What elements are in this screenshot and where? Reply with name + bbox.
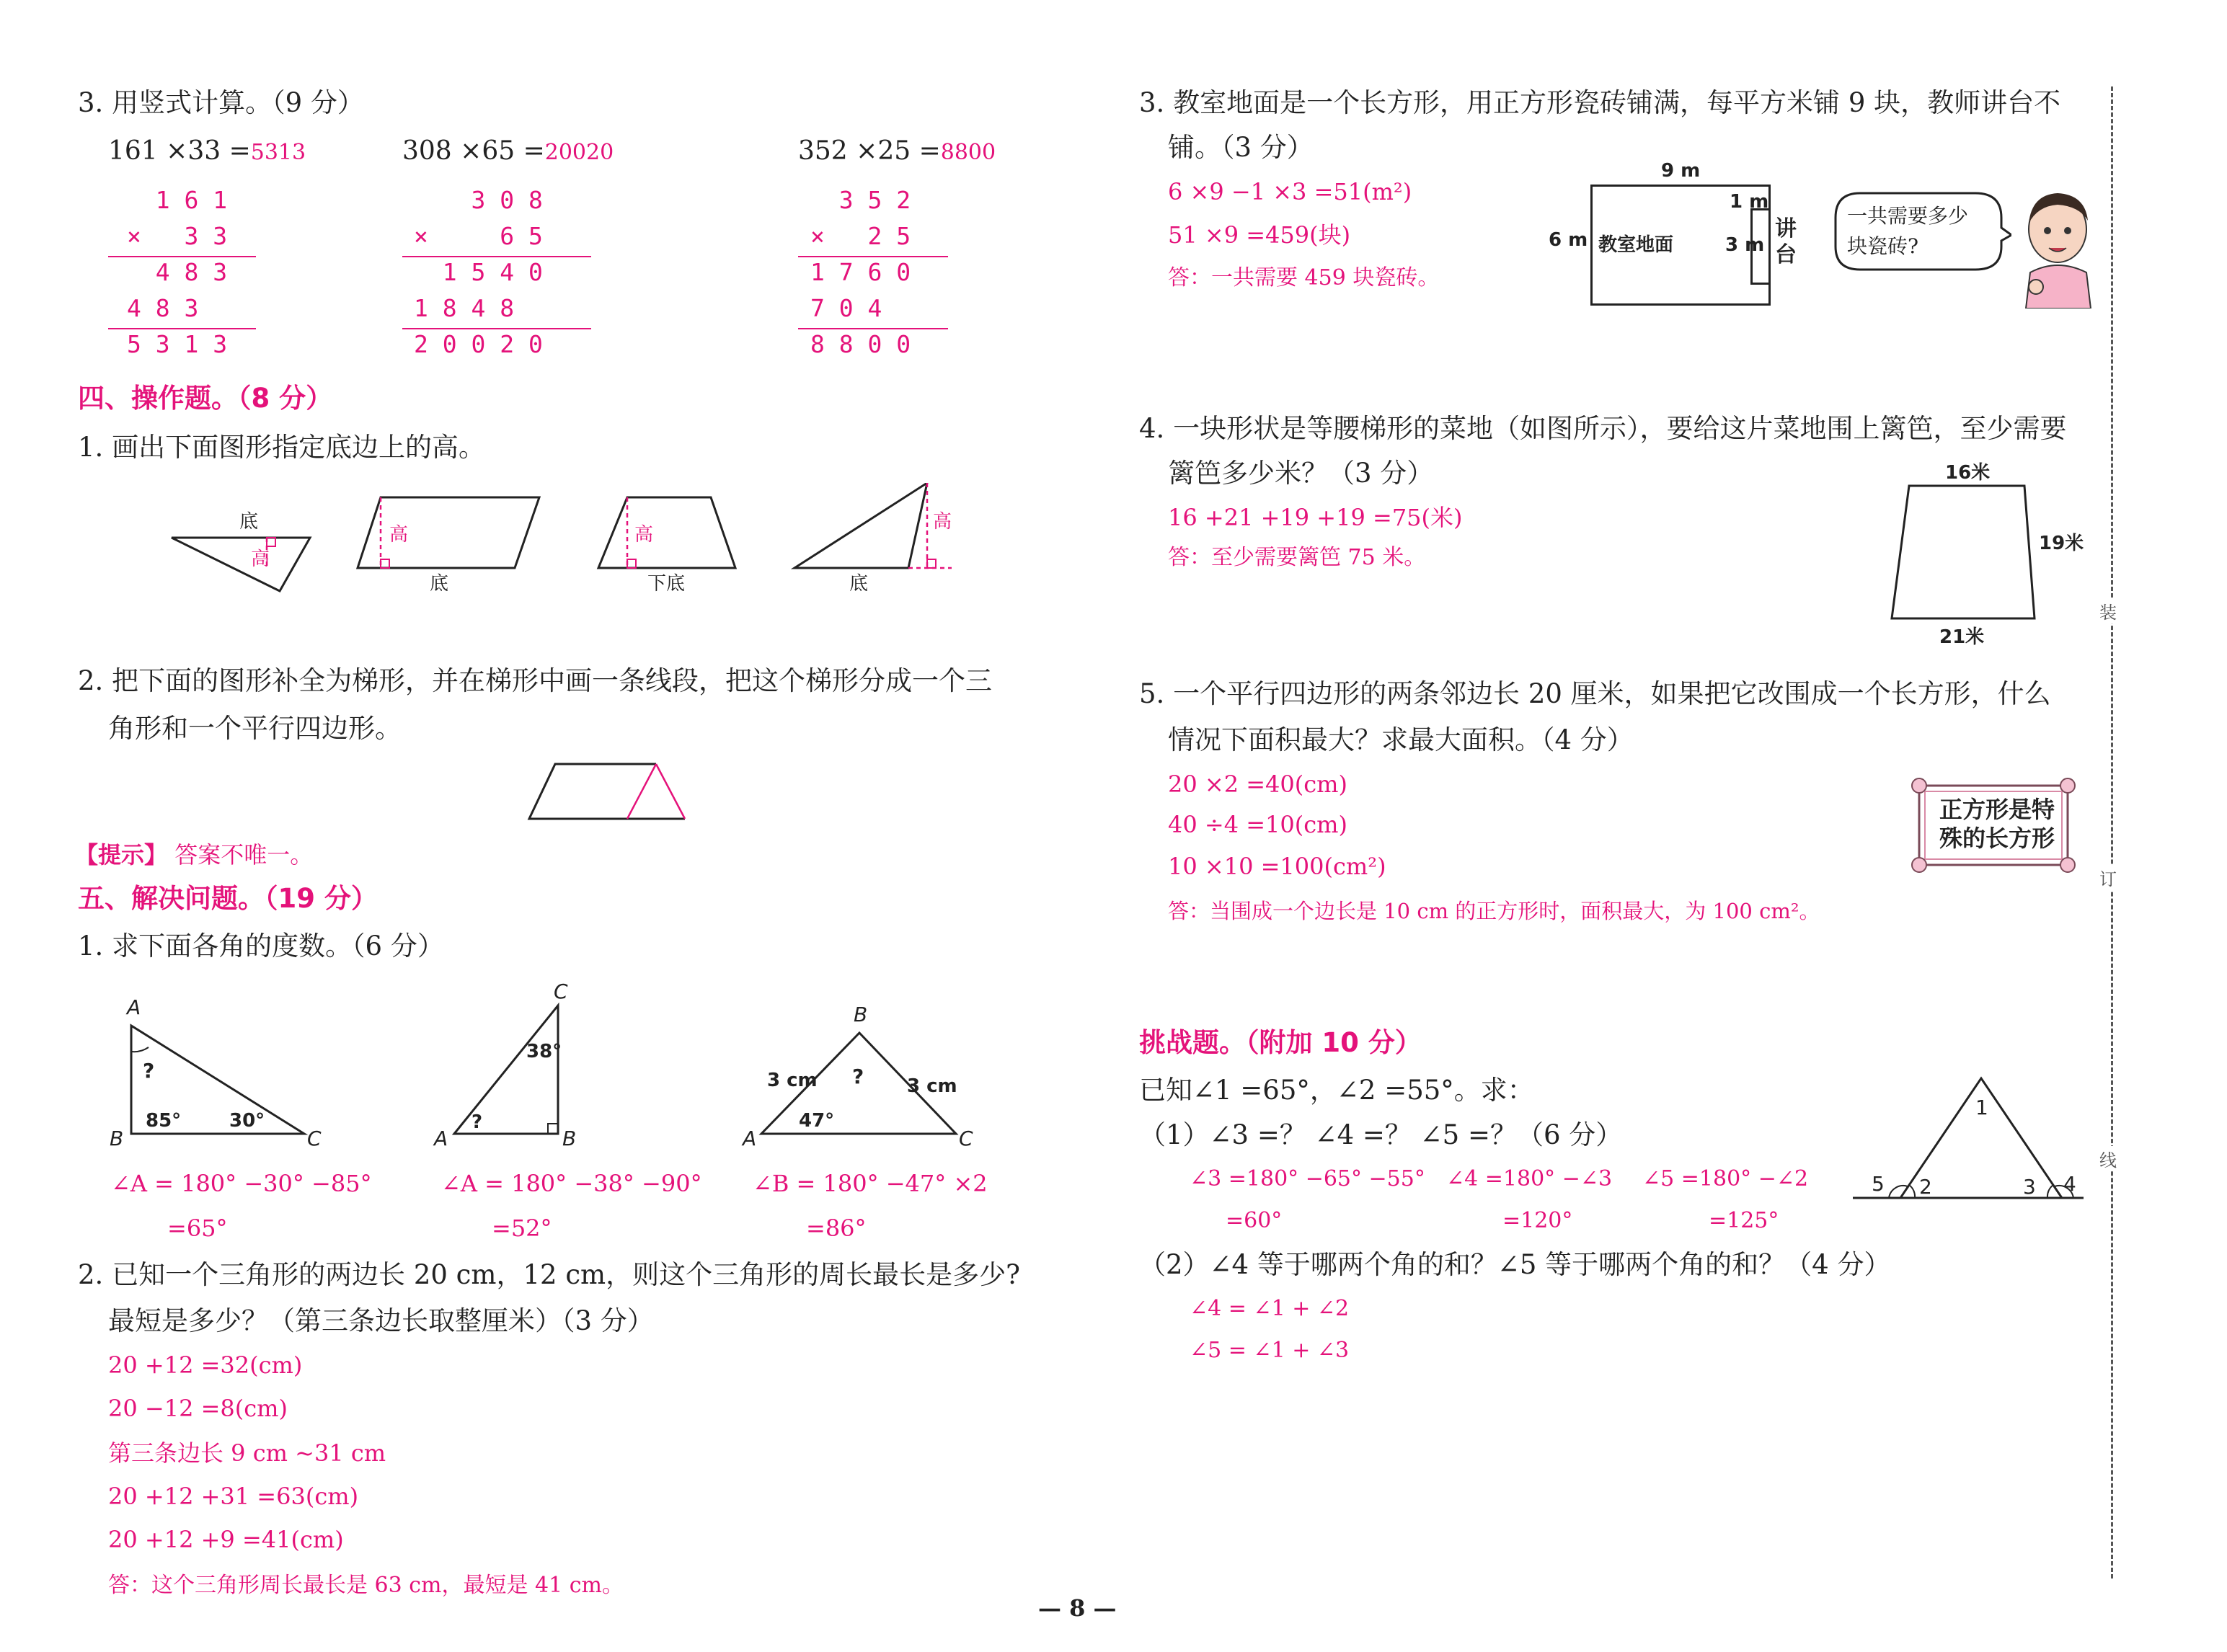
boy-illustration-icon <box>2019 186 2098 308</box>
angle-triangle-1 <box>110 995 322 1150</box>
calc1-row2: × 3 3 <box>127 222 228 250</box>
calc3-expr-text: 352 ×25 = <box>798 136 941 166</box>
svg-text:3 cm: 3 cm <box>907 1075 957 1097</box>
svg-text:?: ? <box>471 1111 483 1133</box>
fig-parallelogram <box>358 497 539 595</box>
r-q5-ans-3: 10 ×10 =100(cm²) <box>1168 853 1386 880</box>
challenge-a4-2: =120° <box>1502 1208 1573 1233</box>
calc2-rule2 <box>402 328 591 329</box>
sec5-title: 五、解决问题。（19 分） <box>78 883 378 914</box>
svg-text:47°: 47° <box>799 1110 835 1132</box>
tip-box-line-1: 正方形是特 <box>1939 796 2055 823</box>
svg-text:C: C <box>554 980 568 1003</box>
fig1-di-label: 底 <box>239 511 259 533</box>
r-q4-line1: 4. 一块形状是等腰梯形的菜地（如图所示），要给这片菜地围上篱笆，至少需要 <box>1139 413 2067 444</box>
svg-text:5: 5 <box>1872 1172 1885 1196</box>
challenge-b1: ∠4 = ∠1 + ∠2 <box>1190 1296 1350 1321</box>
angle-triangle-3 <box>741 1003 973 1150</box>
angle-triangle-2 <box>433 980 576 1150</box>
tri3-answer-2: =86° <box>806 1214 867 1242</box>
svg-text:C: C <box>307 1127 322 1150</box>
calc3-row4: 7 0 4 <box>810 294 882 322</box>
height-figures <box>159 483 966 605</box>
podium-label <box>1775 216 1797 268</box>
svg-text:?: ? <box>852 1065 864 1088</box>
r-q4-line2: 篱笆多少米？（3 分） <box>1168 458 1434 489</box>
margin-ding: 订 <box>2099 865 2117 890</box>
fig2-gao-label: 高 <box>389 524 409 546</box>
margin-xian: 线 <box>2099 1146 2117 1171</box>
r-q4-ans-1: 16 +21 +19 +19 =75(米) <box>1168 504 1463 531</box>
svg-text:A: A <box>434 1127 448 1150</box>
svg-text:?: ? <box>143 1059 155 1083</box>
r-q5-ans-4: 答：当围成一个边长是 10 cm 的正方形时，面积最大，为 100 cm²。 <box>1168 899 1820 923</box>
fig4-gao-label: 高 <box>933 511 952 533</box>
trapezoid-completion-figure <box>526 763 692 823</box>
calc1-result: 5313 <box>250 140 306 165</box>
calc3-rule2 <box>798 328 948 329</box>
tri3-answer-1: ∠B = 180° −47° ×2 <box>753 1170 988 1197</box>
classroom-floor-figure <box>1590 185 1771 306</box>
challenge-p2: （2）∠4 等于哪两个角的和？∠5 等于哪两个角的和？（4 分） <box>1139 1249 1891 1280</box>
calc1-row4: 4 8 3 <box>127 294 199 322</box>
podium-h-label: 3 m <box>1725 234 1765 256</box>
sec4-q2-line2: 角形和一个平行四边形。 <box>108 713 402 744</box>
calc2-row5: 2 0 0 2 0 <box>414 330 543 358</box>
hint <box>75 839 313 871</box>
calc2-expr <box>402 134 614 170</box>
trap-bottom-label: 21米 <box>1939 626 1985 648</box>
svg-text:38°: 38° <box>526 1041 562 1062</box>
svg-text:1: 1 <box>1975 1096 1988 1119</box>
calc1-rule2 <box>108 328 256 329</box>
calc2-row1: 3 0 8 <box>414 186 543 214</box>
svg-text:A: A <box>743 1127 757 1150</box>
q2-ans-4: 20 +12 +31 =63(cm) <box>108 1483 359 1510</box>
calc2-result: 20020 <box>544 140 614 165</box>
r-q5-ans-2: 40 ÷4 =10(cm) <box>1168 811 1347 838</box>
hint-label: 【提示】 <box>75 841 168 869</box>
fig4-di-label: 底 <box>849 573 869 595</box>
svg-text:2: 2 <box>1919 1175 1932 1199</box>
tri2-answer-2: =52° <box>492 1214 552 1242</box>
challenge-a3-1: ∠3 =180° −65° −55° <box>1190 1166 1425 1191</box>
isosceles-trapezoid-figure <box>1874 456 2112 650</box>
svg-text:B: B <box>562 1127 577 1150</box>
r-q3-ans-2: 51 ×9 =459(块) <box>1168 221 1351 249</box>
calc3-row2: × 2 5 <box>810 222 911 250</box>
challenge-p1: （1）∠3 =？ ∠4 =？ ∠5 =？（6 分） <box>1139 1119 1623 1150</box>
r-q3-ans-3: 答：一共需要 459 块瓷砖。 <box>1168 265 1440 290</box>
floor-height-label: 6 m <box>1549 229 1588 251</box>
fig-trapezoid <box>598 497 735 595</box>
page-number: — 8 — <box>1038 1594 1117 1622</box>
calc1-row1: 1 6 1 <box>127 186 228 214</box>
svg-text:C: C <box>959 1127 973 1150</box>
binding-line <box>2111 86 2113 1578</box>
r-q3-line1: 3. 教室地面是一个长方形，用正方形瓷砖铺满，每平方米铺 9 块，教师讲台不 <box>1139 87 2061 118</box>
r-q4-ans-2: 答：至少需要篱笆 75 米。 <box>1168 545 1426 570</box>
challenge-triangle-figure <box>1853 1067 2091 1211</box>
sec5-q1: 1. 求下面各角的度数。（6 分） <box>78 931 444 962</box>
calc3-rule1 <box>798 256 948 257</box>
floor-label: 教室地面 <box>1598 234 1674 256</box>
svg-text:3: 3 <box>2023 1175 2036 1199</box>
q2-ans-3: 第三条边长 9 cm ~31 cm <box>108 1439 386 1467</box>
tri2-answer-1: ∠A = 180° −38° −90° <box>441 1170 702 1197</box>
r-q3-line2: 铺。（3 分） <box>1168 132 1314 163</box>
challenge-given: 已知∠1 =65°，∠2 =55°。求： <box>1139 1075 1534 1106</box>
svg-text:4: 4 <box>2063 1172 2076 1196</box>
r-q3-ans-1: 6 ×9 −1 ×3 =51(m²) <box>1168 178 1412 205</box>
angle-triangles <box>101 977 1009 1157</box>
floor-width-label: 9 m <box>1661 160 1701 182</box>
q2-ans-5: 20 +12 +9 =41(cm) <box>108 1526 344 1553</box>
q2-ans-6: 答：这个三角形周长最长是 63 cm，最短是 41 cm。 <box>108 1573 624 1598</box>
r-q5-line1: 5. 一个平行四边形的两条邻边长 20 厘米，如果把它改围成一个长方形，什么 <box>1139 678 2051 709</box>
challenge-b2: ∠5 = ∠1 + ∠3 <box>1190 1338 1350 1363</box>
hint-text: 答案不唯一。 <box>174 841 314 869</box>
calc1-expr-text: 161 ×33 = <box>108 136 251 166</box>
calc3-result: 8800 <box>940 140 996 165</box>
svg-text:A: A <box>127 995 141 1019</box>
q2-ans-1: 20 +12 =32(cm) <box>108 1351 303 1379</box>
challenge-a5-2: =125° <box>1709 1208 1779 1233</box>
bubble-line-1: 一共需要多少 <box>1847 204 1969 228</box>
calc2-row3: 1 5 4 0 <box>414 258 543 286</box>
calc1-row3: 4 8 3 <box>127 258 228 286</box>
calc2-row2: × 6 5 <box>414 222 543 250</box>
sec4-title: 四、操作题。（8 分） <box>78 383 333 414</box>
challenge-a5-1: ∠5 =180° −∠2 <box>1642 1166 1809 1191</box>
calc1-rule1 <box>108 256 256 257</box>
svg-text:B: B <box>110 1127 124 1150</box>
trap-side-label: 19米 <box>2039 533 2084 554</box>
tip-box-line-2: 殊的长方形 <box>1939 825 2055 852</box>
calc1-row5: 5 3 1 3 <box>127 330 228 358</box>
r-q5-ans-1: 20 ×2 =40(cm) <box>1168 771 1347 798</box>
sec4-q2-line1: 2. 把下面的图形补全为梯形，并在梯形中画一条线段，把这个梯形分成一个三 <box>78 665 993 696</box>
calc3-row3: 1 7 6 0 <box>810 258 911 286</box>
bubble-line-2: 块瓷砖? <box>1847 234 1919 258</box>
fig1-gao-label: 高 <box>251 549 270 570</box>
calc2-rule1 <box>402 256 591 257</box>
trap-top-label: 16米 <box>1945 462 1991 484</box>
podium-label-2: 台 <box>1775 242 1797 267</box>
challenge-a3-2: =60° <box>1226 1208 1283 1233</box>
calc2-expr-text: 308 ×65 = <box>402 136 545 166</box>
q3-title: 3. 用竖式计算。（9 分） <box>78 87 364 118</box>
fig-triangle-2 <box>794 483 952 595</box>
svg-text:85°: 85° <box>146 1110 182 1132</box>
q2-ans-2: 20 −12 =8(cm) <box>108 1395 288 1422</box>
calc3-row1: 3 5 2 <box>810 186 911 214</box>
sec4-q1: 1. 画出下面图形指定底边上的高。 <box>78 432 486 463</box>
fig2-di-label: 底 <box>430 573 449 595</box>
fig-triangle-1 <box>172 511 310 591</box>
calc1-expr <box>108 134 306 170</box>
calc2-row4: 1 8 4 8 <box>414 294 515 322</box>
svg-text:30°: 30° <box>229 1110 265 1132</box>
r-q5-line2: 情况下面积最大？求最大面积。（4 分） <box>1168 724 1634 755</box>
margin-zhuang: 装 <box>2099 598 2117 623</box>
challenge-a4-1: ∠4 =180° −∠3 <box>1446 1166 1613 1191</box>
fig3-gao-label: 高 <box>634 524 654 546</box>
sec5-q2-line1: 2. 已知一个三角形的两边长 20 cm，12 cm，则这个三角形的周长最长是多少? <box>78 1259 1020 1290</box>
podium-label-1: 讲 <box>1775 216 1797 241</box>
svg-text:3 cm: 3 cm <box>767 1070 818 1091</box>
calc3-row5: 8 8 0 0 <box>810 330 911 358</box>
calc3-expr <box>798 134 996 170</box>
tri1-answer-2: =65° <box>167 1214 228 1242</box>
sec5-q2-line2: 最短是多少？（第三条边长取整厘米）（3 分） <box>108 1305 654 1336</box>
challenge-title: 挑战题。（附加 10 分） <box>1139 1027 1422 1058</box>
tri1-answer-1: ∠A = 180° −30° −85° <box>111 1170 372 1197</box>
svg-text:B: B <box>854 1003 868 1026</box>
fig3-xiadi-label: 下底 <box>647 573 686 595</box>
podium-w-label: 1 m <box>1730 191 1769 213</box>
